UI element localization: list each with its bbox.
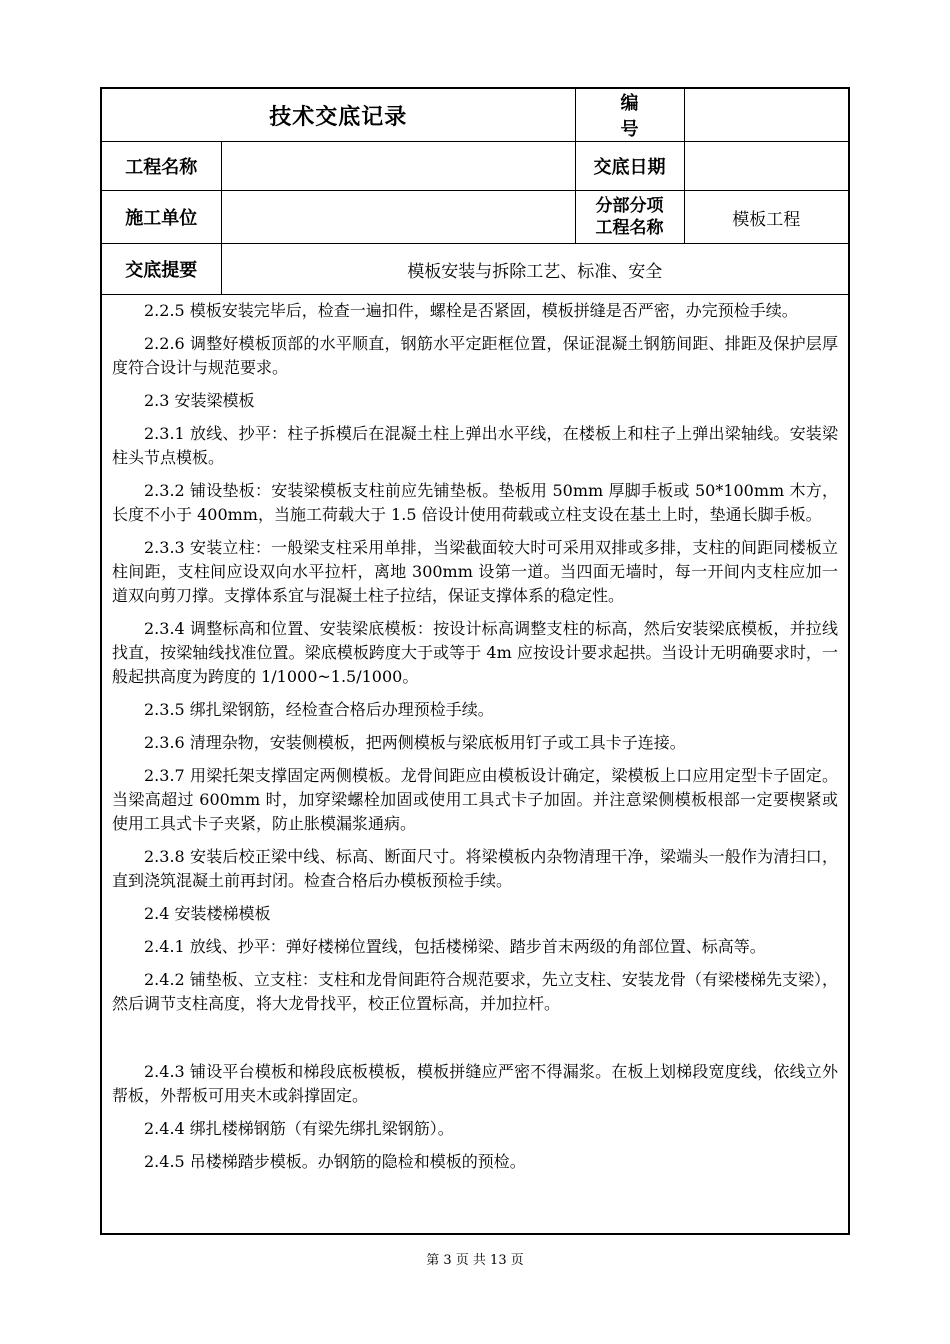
paragraph: 2.3.3 安装立柱：一般梁支柱采用单排，当梁截面较大时可采用双排或多排，支柱的间距同楼板立柱间距，支柱间应设双向水平拉杆，离地 300mm 设第一道。当四面无墙时，每一开间内支柱应加一道双向剪刀撑。支撑体系宜与混凝土柱子拉结，保证支撑体系的稳定性。: [112, 538, 838, 605]
date-label: 交底日期: [575, 142, 684, 191]
paragraph: 2.3.7 用梁托架支撑固定两侧模板。龙骨间距应由模板设计确定，梁模板上口应用定型卡子固定。当梁高超过 600mm 时，加穿梁螺栓加固或使用工具式卡子加固。并注意梁侧模板根部一定要楔紧或使用工具式卡子夹紧，防止胀模漏浆通病。: [112, 766, 838, 833]
construction-unit-value: [221, 191, 575, 244]
paragraph: 2.4.2 铺垫板、立支柱：支柱和龙骨间距符合规范要求，先立支柱、安装龙骨（有梁楼梯先支梁），然后调节支柱高度，将大龙骨找平，校正位置标高，并加拉杆。: [112, 970, 838, 1013]
disclosure-body: [102, 295, 848, 1174]
project-name-value: [221, 142, 575, 191]
paragraph: 2.4.4 绑扎楼梯钢筋（有梁先绑扎梁钢筋）。: [144, 1119, 454, 1138]
date-value: [684, 142, 848, 191]
construction-unit-label: 施工单位: [102, 191, 221, 244]
sub-project-label-line2: 工程名称: [595, 218, 664, 238]
paragraph: 2.2.6 调整好模板顶部的水平顺直，钢筋水平定距框位置，保证混凝土钢筋间距、排距及保护层厚度符合设计与规范要求。: [112, 334, 838, 377]
sub-project-label-line1: 分部分项: [595, 196, 664, 216]
summary-value: 模板安装与拆除工艺、标准、安全: [221, 244, 848, 295]
section-heading: 2.3 安装梁模板: [144, 391, 255, 410]
paragraph: 2.3.4 调整标高和位置、安装梁底模板：按设计标高调整支柱的标高，然后安装梁底模板，并拉线找直，按梁轴线找准位置。梁底模板跨度大于或等于 4m 应按设计要求起拱。当设计无明确要求时，一般起拱高度为跨度的 1/1000~1.5/1000。: [112, 619, 838, 686]
paragraph: 2.3.5 绑扎梁钢筋，经检查合格后办理预检手续。: [144, 700, 494, 719]
paragraph: 2.2.5 模板安装完毕后，检查一遍扣件，螺栓是否紧固，模板拼缝是否严密，办完预检手续。: [144, 301, 798, 320]
disclosure-record-sheet: [100, 87, 850, 1235]
summary-label: 交底提要: [102, 244, 221, 295]
section-heading: 2.4 安装楼梯模板: [144, 904, 271, 923]
paragraph: 2.4.3 铺设平台模板和梯段底板模板，模板拼缝应严密不得漏浆。在板上划梯段宽度线，依线立外帮板，外帮板可用夹木或斜撑固定。: [112, 1062, 838, 1105]
project-name-label: 工程名称: [102, 142, 221, 191]
paragraph: 2.3.2 铺设垫板：安装梁模板支柱前应先铺垫板。垫板用 50mm 厚脚手板或 50*100mm 木方，长度不小于 400mm，当施工荷载大于 1.5 倍设计使用荷载或立柱支设在基土上时，垫通长脚手板。: [112, 481, 838, 524]
number-label: 编 号: [575, 89, 684, 142]
paragraph: 2.4.1 放线、抄平：弹好楼梯位置线，包括楼梯梁、踏步首末两级的角部位置、标高等。: [144, 937, 766, 956]
paragraph: 2.3.1 放线、抄平：柱子拆模后在混凝土柱上弹出水平线，在楼板上和柱子上弹出梁轴线。安装梁柱头节点模板。: [112, 424, 838, 467]
document-title: 技术交底记录: [102, 89, 575, 142]
sub-project-label: [575, 191, 684, 244]
paragraph: 2.3.8 安装后校正梁中线、标高、断面尺寸。将梁模板内杂物清理干净，梁端头一般作为清扫口，直到浇筑混凝土前再封闭。检查合格后办模板预检手续。: [112, 847, 838, 890]
paragraph: 2.4.5 吊楼梯踏步模板。办钢筋的隐检和模板的预检。: [144, 1152, 526, 1171]
paragraph: 2.3.6 清理杂物，安装侧模板，把两侧模板与梁底板用钉子或工具卡子连接。: [144, 733, 686, 752]
header-table: [102, 89, 848, 295]
sub-project-value: 模板工程: [684, 191, 848, 244]
page-number-footer: 第 3 页 共 13 页: [426, 1253, 524, 1268]
